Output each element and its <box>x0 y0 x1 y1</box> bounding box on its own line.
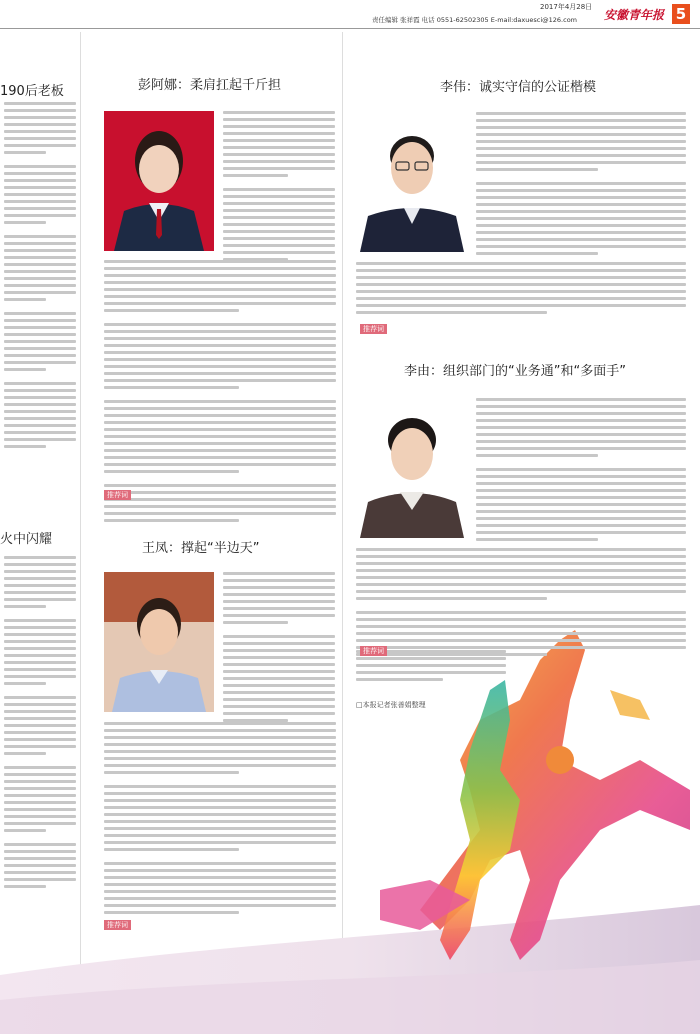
portrait-photo <box>104 111 214 251</box>
portrait-photo <box>104 572 214 712</box>
article-headline-left-top: 190后老板 <box>0 84 64 99</box>
article-headline-left-bottom: 火中闪耀 <box>0 532 53 547</box>
article-headline-li-wei: 李伟：诚实守信的公证楷模 <box>440 80 597 95</box>
editor-info: 责任编辑 张祥霞 电话 0551-62502305 E-mail:daxuesci@126.com <box>372 16 578 24</box>
recommendation-note-peng <box>104 490 135 500</box>
recommendation-note-li-you <box>360 646 391 656</box>
recommendation-label: 推荐词 <box>104 920 131 930</box>
article-body-li-you-part2 <box>356 548 686 660</box>
recommendation-note-wang <box>104 920 135 930</box>
article-body-wang-part2 <box>104 722 336 918</box>
issue-date: 2017年4月28日 <box>540 3 593 11</box>
article-body-left-top <box>4 102 76 452</box>
article-body-li-wei-part2 <box>356 262 686 318</box>
article-body-left-bottom <box>4 556 76 892</box>
recommendation-note-li-wei <box>360 324 391 334</box>
article-body-li-you-part1 <box>476 398 686 545</box>
portrait-photo <box>356 398 468 538</box>
article-body-peng-part1 <box>223 111 335 265</box>
reporter-byline: □本报记者张善娟整理 <box>356 701 426 709</box>
article-body-wang-part1 <box>223 572 335 726</box>
article-headline-peng: 彭阿娜：柔肩扛起千斤担 <box>138 78 282 93</box>
article-body-peng-part2 <box>104 260 336 526</box>
recommendation-label: 推荐词 <box>104 490 131 500</box>
article-body-li-wei-part1 <box>476 112 686 259</box>
article-headline-wang: 王凤：撑起“半边天” <box>142 541 260 556</box>
recommendation-label: 推荐词 <box>360 324 387 334</box>
portrait-photo <box>356 112 468 252</box>
page-number-badge: 5 <box>672 4 690 24</box>
recommendation-label: 推荐词 <box>360 646 387 656</box>
newspaper-brand: 安徽青年报 <box>604 8 665 22</box>
article-headline-li-you: 李由：组织部门的“业务通”和“多面手” <box>404 364 626 379</box>
